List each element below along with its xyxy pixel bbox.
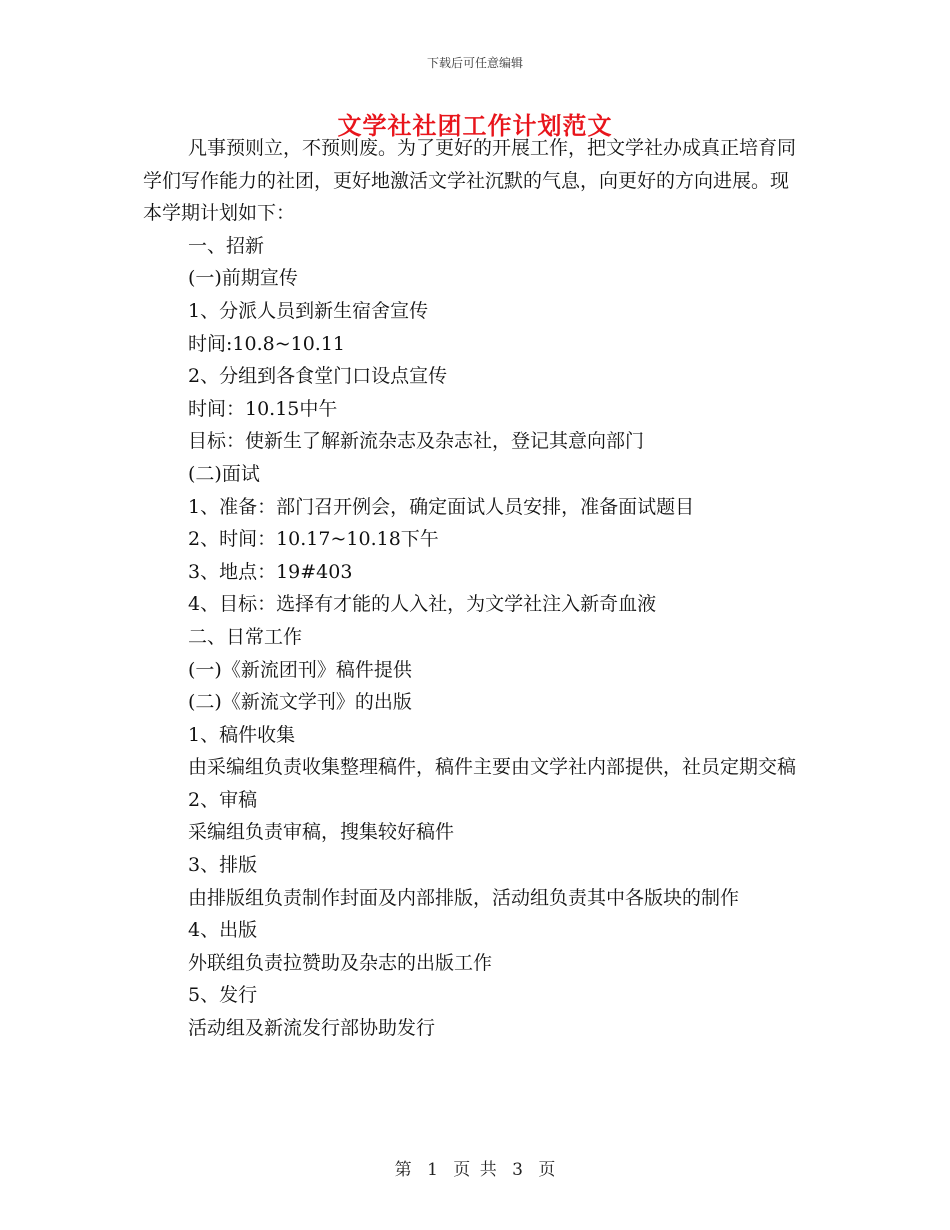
list-item: 3、地点：19#403	[188, 560, 353, 583]
list-item: 4、出版	[188, 919, 258, 942]
list-item: 活动组及新流发行部协助发行	[188, 1017, 436, 1040]
list-item: 时间：10.15中午	[188, 397, 338, 420]
document-body	[143, 132, 807, 1045]
list-item: 由排版组负责制作封面及内部排版，活动组负责其中各版块的制作	[188, 886, 740, 909]
footer-prefix: 第	[394, 1160, 412, 1180]
list-item: 5、发行	[188, 984, 258, 1007]
list-item: 外联组负责拉赞助及杂志的出版工作	[188, 951, 493, 974]
list-item: 4、目标：选择有才能的人入社，为文学社注入新奇血液	[188, 593, 657, 616]
subsection-heading-promotion: (一)前期宣传	[188, 267, 298, 290]
section-heading-recruit: 一、招新	[188, 234, 265, 257]
current-page-number: 1	[427, 1160, 438, 1180]
header-note: 下载后可任意编辑	[426, 56, 523, 70]
document-title: 文学社社团工作计划范文	[337, 111, 613, 140]
subsection-heading-interview: (二)面试	[188, 462, 260, 485]
list-item: 2、时间：10.17~10.18下午	[188, 528, 439, 551]
list-item: 1、准备：部门召开例会，确定面试人员安排，准备面试题目	[188, 495, 695, 518]
list-item: 时间:10.8~10.11	[188, 332, 346, 355]
total-page-count: 3	[512, 1160, 523, 1180]
list-item: 由采编组负责收集整理稿件，稿件主要由文学社内部提供，社员定期交稿	[188, 756, 797, 779]
subsection-heading-group-journal: (一)《新流团刊》稿件提供	[188, 658, 412, 681]
section-heading-daily-work: 二、日常工作	[188, 625, 303, 648]
footer-middle: 页 共	[453, 1160, 497, 1180]
footer-suffix: 页	[538, 1160, 556, 1180]
list-item: 1、稿件收集	[188, 723, 296, 746]
list-item: 采编组负责审稿，搜集较好稿件	[188, 821, 455, 844]
page-footer	[0, 1155, 950, 1180]
list-item: 2、审稿	[188, 788, 258, 811]
paragraph-intro: 凡事预则立，不预则废。为了更好的开展工作，把文学社办成真正培育同学们写作能力的社团，更好地激活文学社沉默的气息，向更好的方向进展。现本学期计划如下：	[143, 137, 797, 225]
list-item: 1、分派人员到新生宿舍宣传	[188, 299, 429, 322]
list-item: 2、分组到各食堂门口设点宣传	[188, 365, 448, 388]
subsection-heading-literary-journal: (二)《新流文学刊》的出版	[188, 691, 412, 714]
list-item: 3、排版	[188, 854, 258, 877]
list-item: 目标：使新生了解新流杂志及杂志社，登记其意向部门	[188, 430, 645, 453]
